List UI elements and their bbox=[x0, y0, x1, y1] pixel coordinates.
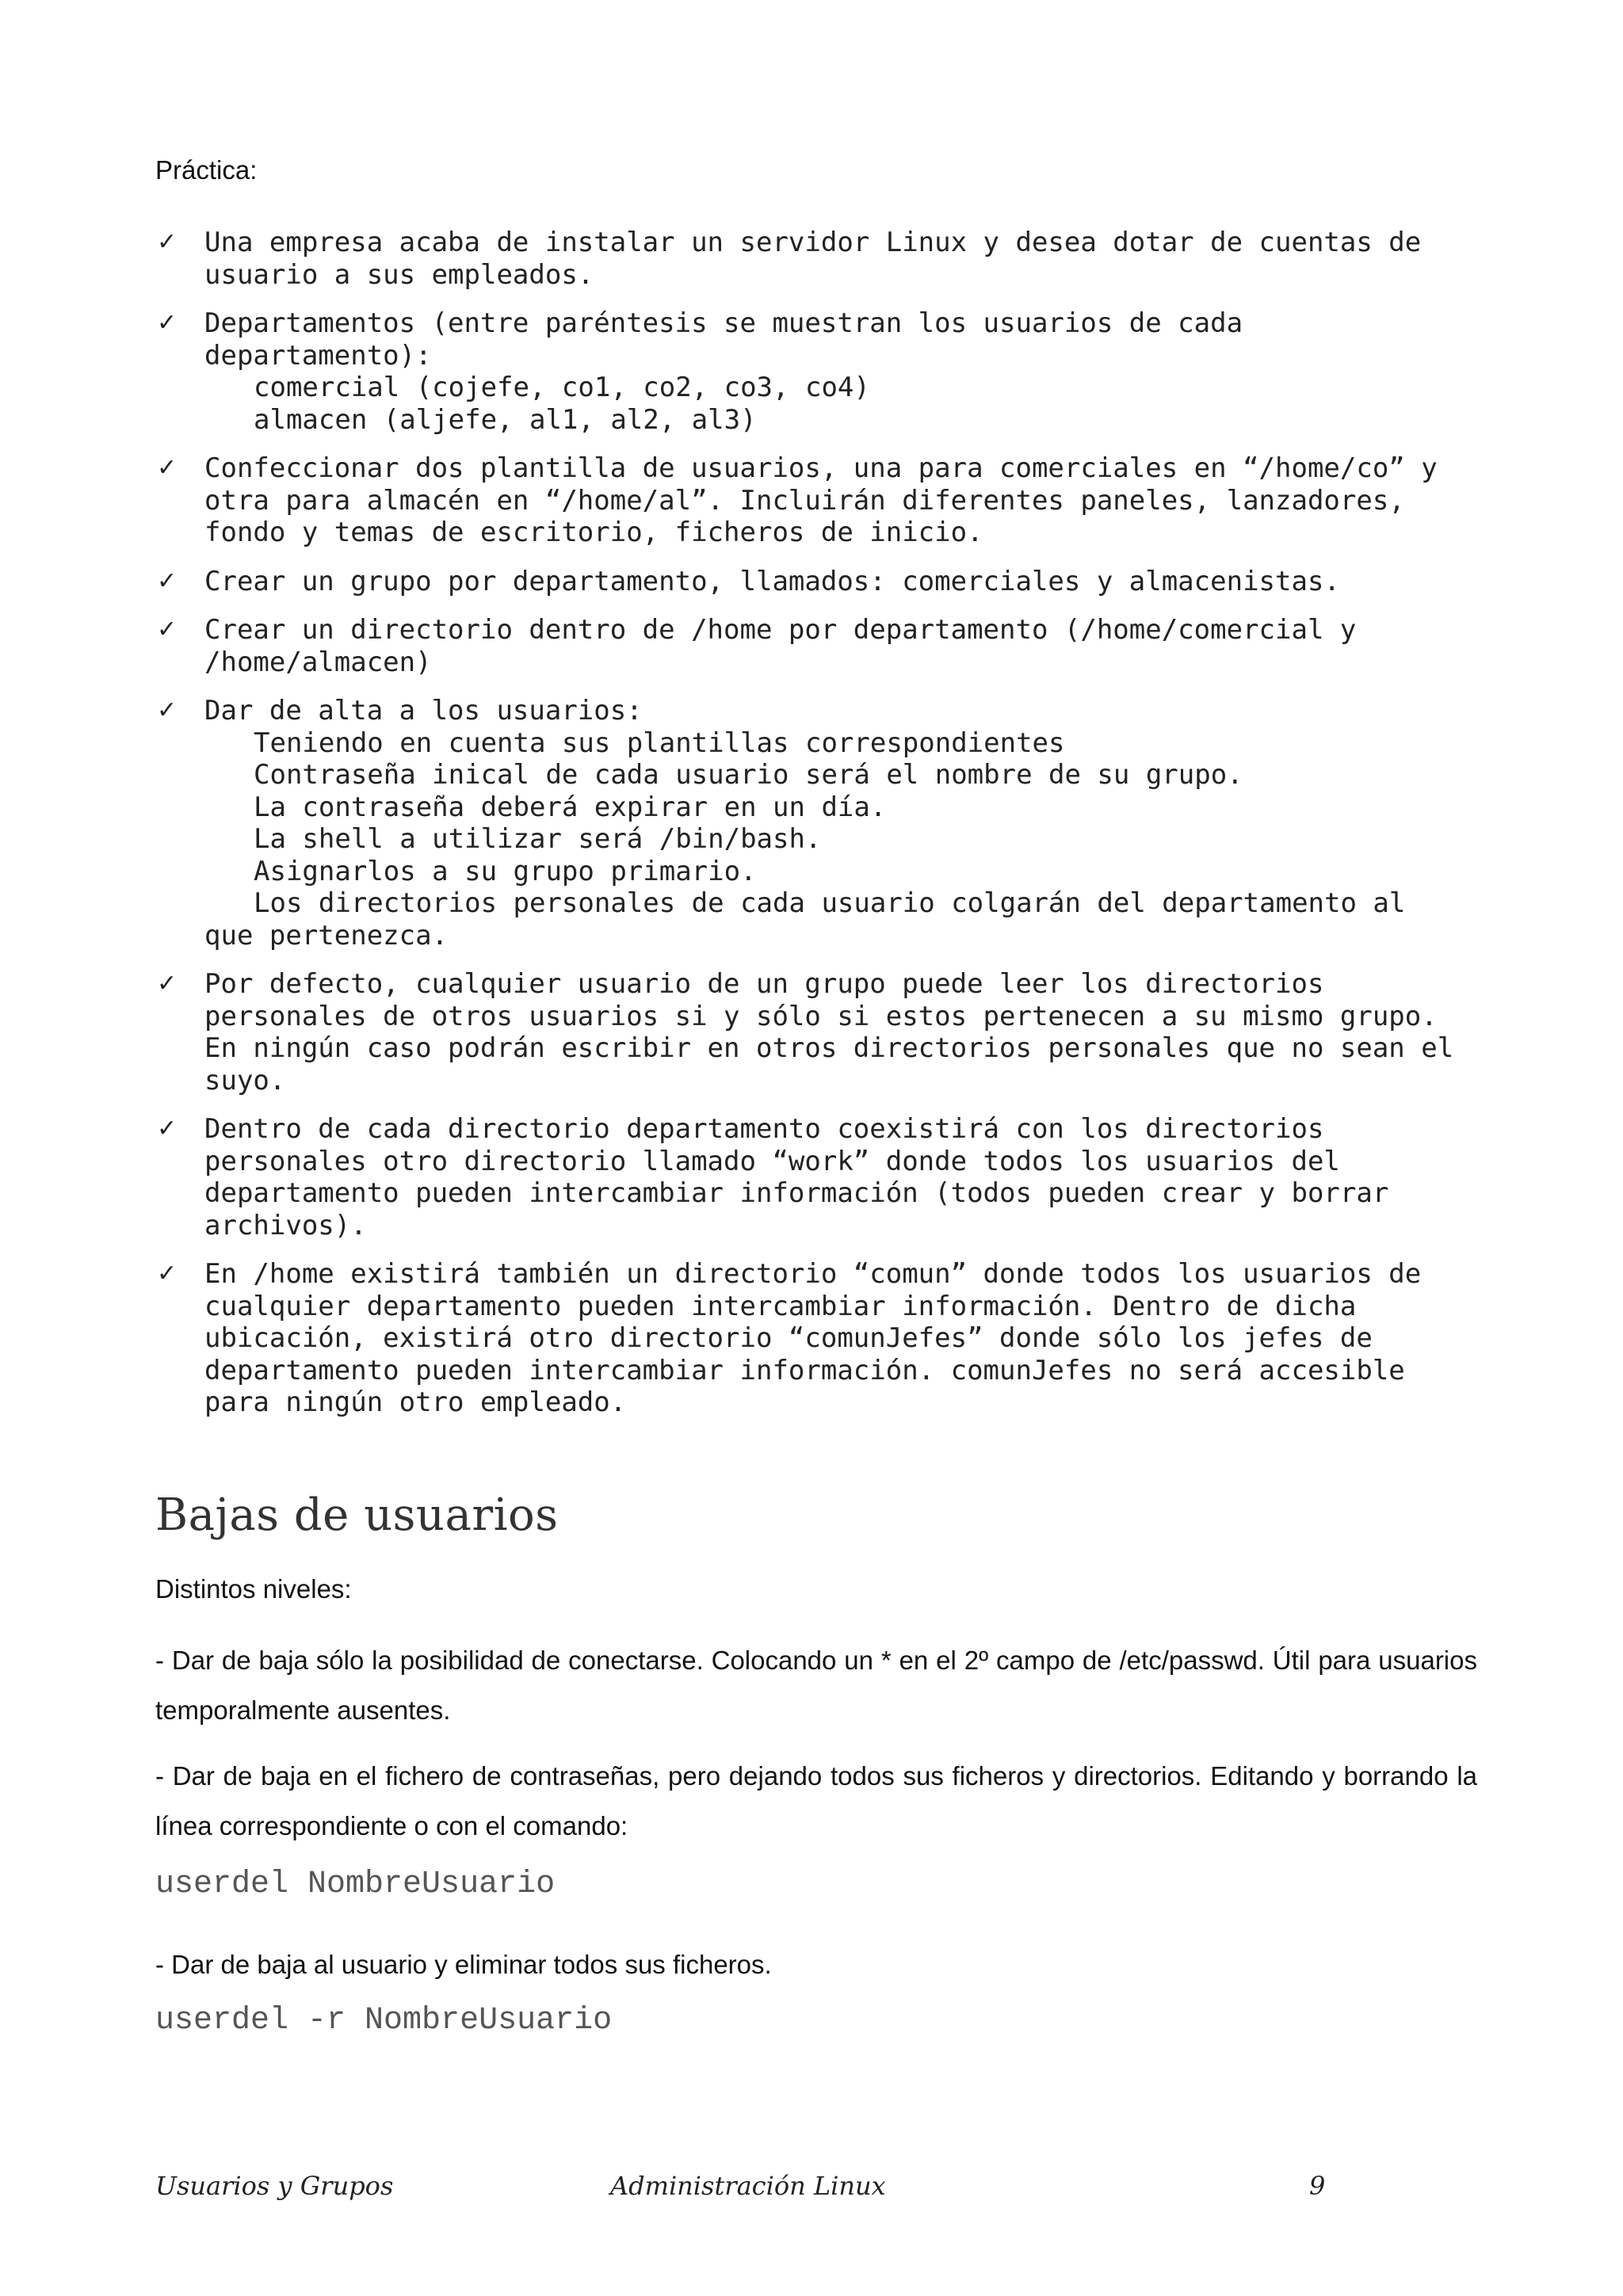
checklist-line: Crear un directorio dentro de /home por departamento (/home/comercial y bbox=[204, 614, 1357, 646]
checklist-line: Departamentos (entre paréntesis se muestran los usuarios de cada bbox=[204, 307, 1243, 339]
checkmark-icon: ✓ bbox=[157, 566, 178, 595]
checklist-line: /home/almacen) bbox=[204, 646, 432, 678]
checklist-line: Dentro de cada directorio departamento coexistirá con los directorios bbox=[204, 1113, 1324, 1145]
checklist-item bbox=[155, 695, 1487, 952]
checklist-line: Crear un grupo por departamento, llamados: comerciales y almacenistas. bbox=[204, 565, 1340, 597]
checkmark-icon: ✓ bbox=[157, 1260, 178, 1287]
checklist-item bbox=[155, 968, 1487, 1097]
checklist-line: En /home existirá también un directorio “comun” donde todos los usuarios de bbox=[204, 1258, 1422, 1290]
checklist-line: En ningún caso podrán escribir en otros directorios personales que no sean el bbox=[204, 1032, 1454, 1064]
levels-intro: Distintos niveles: bbox=[155, 1574, 352, 1604]
checklist-line: Confeccionar dos plantilla de usuarios, una para comerciales en “/home/co” y bbox=[204, 452, 1438, 484]
checkmark-icon: ✓ bbox=[157, 1115, 178, 1142]
checklist-line: ubicación, existirá otro directorio “comunJefes” donde sólo los jefes de bbox=[204, 1322, 1373, 1354]
checkmark-icon: ✓ bbox=[157, 616, 178, 643]
paragraph-disable-login: - Dar de baja sólo la posibilidad de conectarse. Colocando un * en el 2º campo de /etc/passwd. Útil para usuarios temporalmente ausentes. bbox=[155, 1646, 1477, 1725]
checklist-line: fondo y temas de escritorio, ficheros de inicio. bbox=[204, 517, 983, 548]
section-heading: Bajas de usuarios bbox=[155, 1489, 559, 1541]
paragraph-remove-all: - Dar de baja al usuario y eliminar todos sus ficheros. bbox=[155, 1950, 772, 1979]
checklist-subline: Asignarlos a su grupo primario. bbox=[254, 855, 757, 887]
code-userdel-r: userdel -r NombreUsuario bbox=[155, 2003, 613, 2039]
checklist-line: departamento pueden intercambiar información (todos pueden crear y borrar bbox=[204, 1177, 1389, 1209]
checkmark-icon: ✓ bbox=[157, 454, 178, 482]
code-userdel: userdel NombreUsuario bbox=[155, 1867, 556, 1902]
checklist-line: archivos). bbox=[204, 1209, 367, 1241]
checklist-line: personales de otros usuarios si y sólo si estos pertenecen a su mismo grupo. bbox=[204, 1000, 1438, 1032]
footer-chapter: Usuarios y Grupos bbox=[155, 2171, 394, 2201]
checklist-item bbox=[155, 566, 1487, 598]
checklist-item bbox=[155, 1113, 1487, 1241]
checklist-item bbox=[155, 307, 1487, 436]
checklist-line: departamento pueden intercambiar información. comunJefes no será accesible bbox=[204, 1354, 1405, 1386]
checklist-item bbox=[155, 614, 1487, 678]
checklist-line: que pertenezca. bbox=[204, 919, 449, 952]
footer-page-number: 9 bbox=[1309, 2171, 1326, 2201]
checklist-line: departamento): bbox=[204, 339, 432, 372]
footer-book-title: Administración Linux bbox=[610, 2171, 886, 2201]
checklist-subline: Los directorios personales de cada usuario colgarán del departamento al bbox=[254, 887, 1406, 919]
practice-label: Práctica: bbox=[155, 155, 258, 185]
practice-checklist bbox=[155, 227, 1487, 1436]
checklist-item bbox=[155, 452, 1487, 549]
checklist-line: Por defecto, cualquier usuario de un grupo puede leer los directorios bbox=[204, 968, 1324, 1000]
checklist-line: para ningún otro empleado. bbox=[204, 1386, 627, 1418]
checklist-subline: almacen (aljefe, al1, al2, al3) bbox=[254, 403, 757, 436]
checklist-line: Una empresa acaba de instalar un servidor Linux y desea dotar de cuentas de bbox=[204, 227, 1422, 258]
checklist-subline: Contraseña inical de cada usuario será el nombre de su grupo. bbox=[254, 759, 1243, 791]
checklist-subline: La contraseña deberá expirar en un día. bbox=[254, 791, 887, 823]
checklist-line: usuario a sus empleados. bbox=[204, 258, 594, 291]
checklist-line: personales otro directorio llamado “work” donde todos los usuarios del bbox=[204, 1145, 1340, 1177]
paragraph-remove-password-entry: - Dar de baja en el fichero de contraseñas, pero dejando todos sus ficheros y directorios. Editando y borrando la línea correspondiente o con el comando: bbox=[155, 1761, 1477, 1840]
checklist-item bbox=[155, 1258, 1487, 1419]
checklist-item bbox=[155, 227, 1487, 291]
checkmark-icon: ✓ bbox=[157, 970, 178, 997]
checkmark-icon: ✓ bbox=[157, 228, 178, 256]
checklist-subline: Teniendo en cuenta sus plantillas correspondientes bbox=[254, 727, 1065, 759]
checklist-line: suyo. bbox=[204, 1064, 286, 1097]
checkmark-icon: ✓ bbox=[157, 696, 178, 724]
checklist-line: cualquier departamento pueden intercambiar información. Dentro de dicha bbox=[204, 1290, 1357, 1322]
checklist-subline: La shell a utilizar será /bin/bash. bbox=[254, 823, 822, 855]
checkmark-icon: ✓ bbox=[157, 309, 178, 337]
checklist-subline: comercial (cojefe, co1, co2, co3, co4) bbox=[254, 372, 870, 403]
checklist-line: Dar de alta a los usuarios: bbox=[204, 695, 643, 727]
checklist-line: otra para almacén en “/home/al”. Incluirán diferentes paneles, lanzadores, bbox=[204, 484, 1405, 517]
